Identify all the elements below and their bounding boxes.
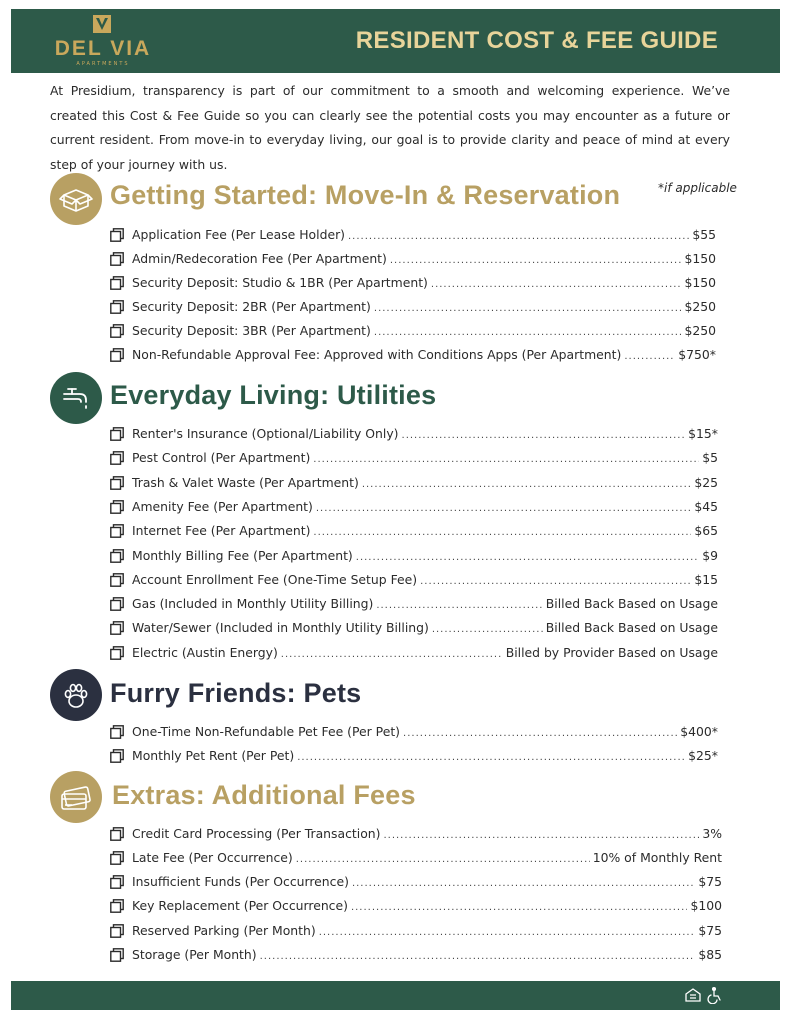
fee-label: Account Enrollment Fee (One-Time Setup Fee) — [132, 572, 418, 587]
if-applicable-note: *if applicable — [658, 181, 737, 195]
fee-label: Security Deposit: 3BR (Per Apartment) — [132, 323, 371, 338]
dot-leader — [319, 927, 696, 938]
copy-checkbox-icon — [110, 524, 124, 538]
fee-row — [132, 299, 716, 319]
copy-checkbox-icon — [110, 749, 124, 763]
fee-amount: $75 — [698, 923, 722, 938]
fee-amount: $150 — [684, 251, 716, 266]
fee-amount: $75 — [698, 874, 722, 889]
fee-row — [132, 548, 718, 568]
fee-label: Credit Card Processing (Per Transaction) — [132, 826, 381, 841]
copy-checkbox-icon — [110, 725, 124, 739]
copy-checkbox-icon — [110, 427, 124, 441]
fee-amount: 3% — [702, 826, 722, 841]
credit-card-icon — [50, 771, 102, 823]
fee-label: Monthly Billing Fee (Per Apartment) — [132, 548, 353, 563]
fee-label: One-Time Non-Refundable Pet Fee (Per Pet) — [132, 724, 401, 739]
fee-amount: Billed Back Based on Usage — [545, 596, 718, 611]
fee-amount: $55 — [692, 227, 716, 242]
fee-label: Gas (Included in Monthly Utility Billing) — [132, 596, 374, 611]
copy-checkbox-icon — [110, 476, 124, 490]
fee-row — [132, 645, 718, 665]
fee-label: Storage (Per Month) — [132, 947, 257, 962]
fee-label: Admin/Redecoration Fee (Per Apartment) — [132, 251, 387, 266]
copy-checkbox-icon — [110, 875, 124, 889]
fee-label: Water/Sewer (Included in Monthly Utility Billing) — [132, 620, 429, 635]
paw-icon — [50, 669, 102, 721]
del-via-logo — [48, 15, 158, 71]
copy-checkbox-icon — [110, 348, 124, 362]
dot-leader — [297, 752, 685, 763]
logo-subtitle: APARTMENTS — [76, 61, 130, 67]
fee-row — [132, 251, 716, 271]
copy-checkbox-icon — [110, 621, 124, 635]
fee-amount: $25 — [694, 475, 718, 490]
dot-leader — [362, 479, 692, 490]
fee-amount: $15 — [694, 572, 718, 587]
fee-row — [132, 347, 716, 367]
section-title-pets: Furry Friends: Pets — [110, 678, 362, 708]
fee-label: Reserved Parking (Per Month) — [132, 923, 316, 938]
section-title-extras: Extras: Additional Fees — [112, 780, 416, 810]
dot-leader — [390, 255, 682, 266]
fee-amount: $9 — [702, 548, 718, 563]
dot-leader — [316, 503, 691, 514]
dot-leader — [431, 279, 682, 290]
fee-label: Internet Fee (Per Apartment) — [132, 523, 311, 538]
faucet-icon — [50, 372, 102, 424]
copy-checkbox-icon — [110, 851, 124, 865]
fee-label: Security Deposit: Studio & 1BR (Per Apartment) — [132, 275, 428, 290]
copy-checkbox-icon — [110, 948, 124, 962]
fee-row — [132, 572, 718, 592]
fee-label: Insufficient Funds (Per Occurrence) — [132, 874, 349, 889]
fee-amount: $5 — [702, 450, 718, 465]
dot-leader — [402, 430, 686, 441]
fee-row — [132, 596, 718, 616]
header-bar — [11, 9, 780, 73]
copy-checkbox-icon — [110, 827, 124, 841]
copy-checkbox-icon — [110, 549, 124, 563]
dot-leader — [352, 878, 695, 889]
dot-leader — [313, 454, 699, 465]
fee-row — [132, 748, 718, 768]
fee-label: Renter's Insurance (Optional/Liability Only) — [132, 426, 399, 441]
fee-label: Key Replacement (Per Occurrence) — [132, 898, 348, 913]
fee-amount: $250 — [684, 323, 716, 338]
fee-row — [132, 450, 718, 470]
copy-checkbox-icon — [110, 500, 124, 514]
copy-checkbox-icon — [110, 646, 124, 660]
fee-row — [132, 947, 722, 967]
dot-leader — [281, 649, 503, 660]
section-title-utilities: Everyday Living: Utilities — [110, 380, 437, 410]
fee-label: Security Deposit: 2BR (Per Apartment) — [132, 299, 371, 314]
fee-amount: $65 — [694, 523, 718, 538]
copy-checkbox-icon — [110, 451, 124, 465]
fee-amount: Billed Back Based on Usage — [545, 620, 718, 635]
copy-checkbox-icon — [110, 228, 124, 242]
equal-housing-icon — [684, 986, 702, 1004]
footer-bar — [11, 981, 780, 1010]
dot-leader — [348, 231, 689, 242]
fee-row — [132, 475, 718, 495]
fee-amount: $750* — [678, 347, 716, 362]
fee-row — [132, 923, 722, 943]
fee-amount: $85 — [698, 947, 722, 962]
fee-row — [132, 826, 722, 846]
copy-checkbox-icon — [110, 252, 124, 266]
fee-row — [132, 874, 722, 894]
fee-amount: $45 — [694, 499, 718, 514]
fee-row — [132, 620, 718, 640]
fee-row — [132, 898, 722, 918]
page-title: RESIDENT COST & FEE GUIDE — [355, 27, 718, 54]
fee-label: Trash & Valet Waste (Per Apartment) — [132, 475, 359, 490]
copy-checkbox-icon — [110, 324, 124, 338]
fee-row — [132, 275, 716, 295]
fee-amount: $25* — [688, 748, 718, 763]
dot-leader — [420, 576, 691, 587]
dot-leader — [403, 728, 677, 739]
fee-label: Pest Control (Per Apartment) — [132, 450, 311, 465]
intro-paragraph: At Presidium, transparency is part of our commitment to a smooth and welcoming experience. We’ve created this Cost & Fee Guide so you can clearly see the potential costs you may encounter as a future or current resident. From move-in to everyday living, our goal is to provide clarity and peace of mind at every step of your journey with us. — [50, 83, 730, 172]
copy-checkbox-icon — [110, 276, 124, 290]
fee-label: Amenity Fee (Per Apartment) — [132, 499, 313, 514]
dot-leader — [374, 327, 682, 338]
copy-checkbox-icon — [110, 924, 124, 938]
fee-amount: $400* — [680, 724, 718, 739]
dot-leader — [624, 351, 675, 362]
fee-label: Application Fee (Per Lease Holder) — [132, 227, 345, 242]
fee-amount: 10% of Monthly Rent — [592, 850, 722, 865]
fee-row — [132, 523, 718, 543]
copy-checkbox-icon — [110, 597, 124, 611]
dot-leader — [313, 527, 691, 538]
dot-leader — [296, 854, 590, 865]
dot-leader — [356, 552, 699, 563]
fee-row — [132, 850, 722, 870]
dot-leader — [376, 600, 542, 611]
dot-leader — [374, 303, 682, 314]
accessibility-icon — [706, 986, 724, 1004]
dot-leader — [351, 902, 688, 913]
box-icon — [50, 173, 102, 225]
fee-row — [132, 499, 718, 519]
section-title-move-in: Getting Started: Move-In & Reservation — [110, 180, 621, 210]
fee-row — [132, 323, 716, 343]
fee-amount: $15* — [688, 426, 718, 441]
copy-checkbox-icon — [110, 300, 124, 314]
fee-label: Late Fee (Per Occurrence) — [132, 850, 293, 865]
fee-amount: Billed by Provider Based on Usage — [505, 645, 718, 660]
fee-label: Non-Refundable Approval Fee: Approved with Conditions Apps (Per Apartment) — [132, 347, 622, 362]
copy-checkbox-icon — [110, 899, 124, 913]
dot-leader — [260, 951, 696, 962]
fee-amount: $150 — [684, 275, 716, 290]
logo-name: DEL VIA — [54, 37, 152, 60]
dot-leader — [432, 624, 543, 635]
copy-checkbox-icon — [110, 573, 124, 587]
fee-row — [132, 724, 718, 744]
fee-label: Electric (Austin Energy) — [132, 645, 278, 660]
dot-leader — [383, 830, 699, 841]
logo-v-mark-icon — [93, 15, 111, 33]
fee-row — [132, 426, 718, 446]
fee-amount: $250 — [684, 299, 716, 314]
fee-row — [132, 227, 716, 247]
fee-label: Monthly Pet Rent (Per Pet) — [132, 748, 295, 763]
fee-amount: $100 — [690, 898, 722, 913]
